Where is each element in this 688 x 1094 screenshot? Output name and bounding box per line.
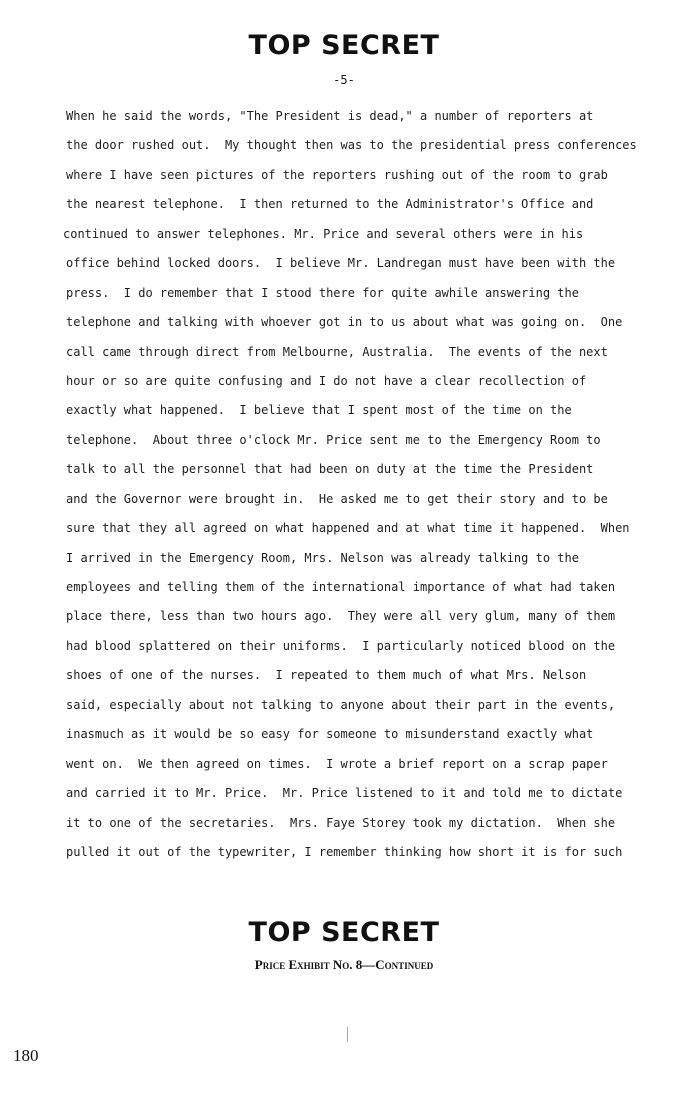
top-secret-header-stamp: TOP SECRET (248, 30, 440, 61)
text-line: call came through direct from Melbourne, Australia. The events of the next (66, 344, 608, 359)
text-line: press. I do remember that I stood there for quite awhile answering the (66, 285, 579, 300)
text-line: had blood splattered on their uniforms. I particularly noticed blood on the (66, 638, 616, 653)
text-line: office behind locked doors. I believe Mr. Landregan must have been with the (66, 256, 616, 271)
text-line: and carried it to Mr. Price. Mr. Price listened to it and told me to dictate (66, 786, 623, 801)
text-line: telephone. About three o'clock Mr. Price sent me to the Emergency Room to (66, 432, 601, 447)
page-number: 180 (13, 1046, 39, 1065)
text-line: said, especially about not talking to anyone about their part in the events, (66, 697, 616, 712)
text-line: inasmuch as it would be so easy for someone to misunderstand exactly what (66, 727, 594, 742)
text-line: shoes of one of the nurses. I repeated to them much of what Mrs. Nelson (66, 668, 587, 683)
text-line: exactly what happened. I believe that I spent most of the time on the (66, 403, 572, 418)
text-line: sure that they all agreed on what happened and at what time it happened. When (66, 521, 630, 536)
text-line: pulled it out of the typewriter, I remember thinking how short it is for such (66, 844, 623, 859)
text-line: it to one of the secretaries. Mrs. Faye Storey took my dictation. When she (66, 815, 616, 830)
text-line: where I have seen pictures of the reporters rushing out of the room to grab (66, 167, 608, 182)
page-marker: -5- (333, 73, 355, 87)
text-line: place there, less than two hours ago. They were all very glum, many of them (66, 609, 616, 624)
text-line: talk to all the personnel that had been on duty at the time the President (66, 462, 594, 477)
text-line: and the Governor were brought in. He asked me to get their story and to be (66, 491, 608, 506)
text-line: the door rushed out. My thought then was to the presidential press conferences (66, 138, 637, 153)
text-line: telephone and talking with whoever got in to us about what was going on. One (66, 315, 623, 330)
typed-body-text (63, 102, 666, 867)
text-line: the nearest telephone. I then returned to the Administrator's Office and (66, 197, 594, 212)
text-line: hour or so are quite confusing and I do not have a clear recollection of (66, 373, 587, 388)
text-line: continued to answer telephones. Mr. Price and several others were in his (63, 226, 584, 241)
exhibit-caption: Price Exhibit No. 8—Continued (254, 957, 434, 972)
text-line: employees and telling them of the international importance of what had taken (66, 580, 616, 594)
text-line: went on. We then agreed on times. I wrote a brief report on a scrap paper (66, 756, 608, 771)
text-line: When he said the words, "The President is dead," a number of reporters at (66, 109, 594, 123)
scan-mark (347, 1027, 348, 1042)
text-line: I arrived in the Emergency Room, Mrs. Nelson was already talking to the (66, 550, 579, 565)
top-secret-footer-stamp: TOP SECRET (248, 917, 440, 948)
